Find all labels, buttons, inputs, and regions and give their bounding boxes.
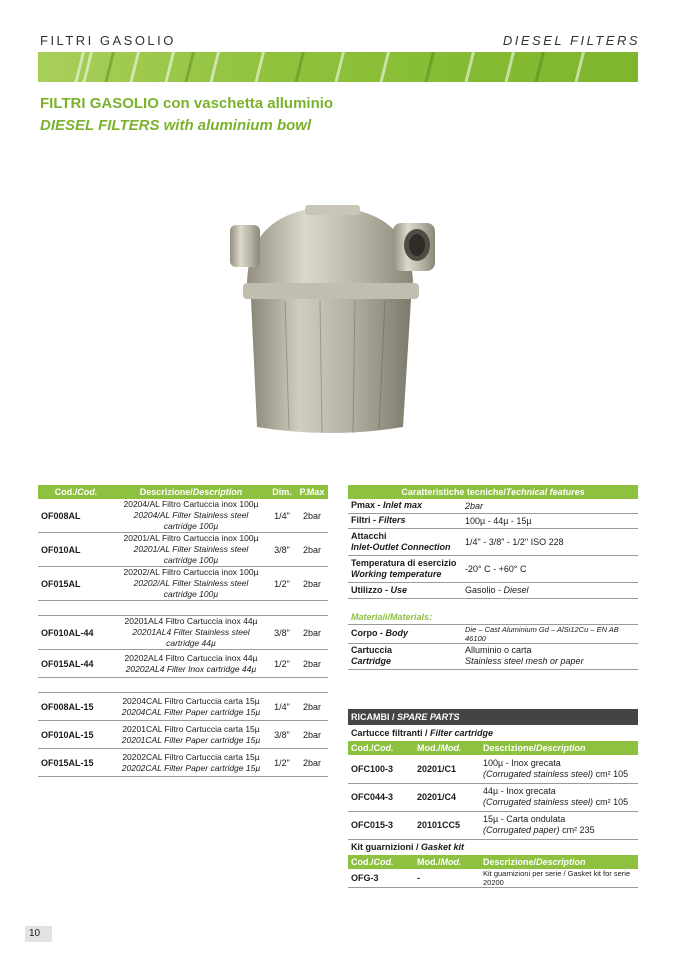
row-dim: 3/8" bbox=[274, 544, 290, 555]
row-pmax: 2bar bbox=[302, 510, 321, 521]
table-row bbox=[38, 650, 328, 678]
tech-label-en: Inlet max bbox=[383, 500, 423, 511]
row-code: OF010AL-15 bbox=[41, 729, 94, 740]
row-desc-it: 20204CAL Filtro Cartuccia carta 15µ bbox=[122, 695, 260, 706]
table-row bbox=[348, 811, 638, 839]
row-code: OF010AL-44 bbox=[41, 627, 94, 638]
tech-value: 1/4" - 3/8" - 1/2" ISO 228 bbox=[462, 528, 638, 555]
row-dim: 1/2" bbox=[274, 757, 290, 768]
tech-label-it: Pmax - bbox=[351, 500, 384, 511]
row-desc-en: 20204/AL Filter Stainless steel cartridge 100µ bbox=[133, 510, 249, 531]
tech-value-en: Diesel bbox=[503, 585, 529, 595]
row-code: OF015AL-44 bbox=[41, 658, 94, 669]
row-dim: 1/2" bbox=[274, 658, 290, 669]
tech-table bbox=[348, 485, 638, 670]
kit-col-mod-it: Mod./ bbox=[417, 857, 441, 867]
cartridges-title-en: Filter cartridge bbox=[430, 728, 494, 738]
col-cod-en: Cod. bbox=[77, 487, 98, 497]
tech-label-it: Filtri - bbox=[351, 515, 379, 525]
row-pmax: 2bar bbox=[302, 578, 321, 589]
tech-value: -20° C - +60° C bbox=[462, 555, 638, 582]
row-desc-it: 20202AL4 Filtro Cartuccia inox 44µ bbox=[124, 652, 258, 663]
table-row bbox=[38, 749, 328, 777]
col-desc-en: Description bbox=[192, 487, 243, 497]
tech-header-en: Technical features bbox=[505, 487, 585, 497]
row-desc-it: 20202CAL Filtro Cartuccia carta 15µ bbox=[122, 751, 260, 762]
row-pmax: 2bar bbox=[302, 544, 321, 555]
material-label-it: Cartuccia bbox=[351, 645, 393, 655]
row-desc-en: 20204CAL Filter Paper cartridge 15µ bbox=[121, 706, 261, 717]
kit-title-en: Gasket kit bbox=[421, 842, 465, 853]
spare-col-mod-it: Mod./ bbox=[417, 743, 441, 753]
row-desc-it: 20202/AL Filtro Cartuccia inox 100µ bbox=[123, 567, 259, 577]
tech-value: 2bar bbox=[462, 499, 638, 513]
row-dim: 3/8" bbox=[274, 729, 290, 740]
material-value: Alluminio o carta bbox=[465, 645, 532, 655]
row-pmax: 2bar bbox=[302, 729, 321, 740]
spare-area: cm² 235 bbox=[562, 825, 595, 835]
row-desc-en: 20202AL4 Filter Inox cartridge 44µ bbox=[125, 663, 257, 674]
header-left: FILTRI GASOLIO bbox=[40, 33, 176, 48]
spare-mod: 20201/C4 bbox=[417, 792, 457, 802]
col-desc-it: Descrizione/ bbox=[139, 487, 193, 497]
spare-col-desc-it: Descrizione/ bbox=[483, 743, 537, 753]
kit-title-it: Kit guarnizioni / bbox=[351, 842, 421, 853]
tech-label-it: Temperatura di esercizio bbox=[351, 557, 457, 568]
product-table bbox=[38, 485, 328, 777]
material-value: Die – Cast Aluminium Gd – AlSi12Cu – EN AB 46100 bbox=[462, 624, 638, 643]
spare-desc-en: (Corrugated stainless steel) bbox=[483, 768, 594, 779]
kit-col-mod-en: Mod. bbox=[440, 857, 462, 867]
row-desc-it: 20201CAL Filtro Cartuccia carta 15µ bbox=[122, 723, 260, 734]
row-code: OF008AL-15 bbox=[41, 701, 94, 712]
spare-desc-en: (Corrugated stainless steel) bbox=[483, 797, 594, 807]
tech-label-it: Attacchi bbox=[351, 530, 387, 541]
col-cod-it: Cod./ bbox=[54, 487, 78, 497]
spare-code: OFC100-3 bbox=[351, 763, 394, 774]
spare-mod: 20101CC5 bbox=[417, 820, 461, 830]
spare-desc-en: (Corrugated paper) bbox=[483, 825, 560, 835]
table-row bbox=[348, 869, 638, 888]
spare-title-it: RICAMBI / bbox=[351, 712, 397, 722]
tech-header-it: Caratteristiche tecniche/ bbox=[401, 487, 506, 497]
materials-title-it: Materiali/ bbox=[351, 611, 391, 622]
spare-desc-it: 15µ - Carta ondulata bbox=[483, 814, 566, 824]
row-pmax: 2bar bbox=[302, 627, 321, 638]
material-label-en: Cartridge bbox=[351, 656, 392, 666]
row-code: OF015AL-15 bbox=[41, 757, 94, 768]
row-desc-it: 20204/AL Filtro Cartuccia inox 100µ bbox=[123, 499, 259, 509]
spare-col-cod-en: Cod. bbox=[373, 743, 394, 753]
spare-title-en: SPARE PARTS bbox=[397, 712, 460, 722]
spare-col-desc-en: Description bbox=[536, 743, 586, 753]
header-band bbox=[38, 52, 638, 82]
materials-title-en: Materials: bbox=[390, 611, 433, 622]
tech-value: 100µ - 44µ - 15µ bbox=[462, 513, 638, 528]
tech-label-en: Working temperature bbox=[351, 568, 442, 579]
row-desc-en: 20201AL4 Filter Stainless steel cartridge 44µ bbox=[132, 627, 250, 648]
kit-col-cod-it: Cod./ bbox=[351, 857, 374, 867]
row-pmax: 2bar bbox=[302, 658, 321, 669]
diesel-filter-photo bbox=[225, 195, 445, 440]
spare-code: OFC015-3 bbox=[351, 820, 394, 830]
material-label-en: Body bbox=[385, 628, 408, 638]
table-row bbox=[38, 499, 328, 533]
kit-col-cod-en: Cod. bbox=[373, 857, 394, 867]
kit-col-desc-it: Descrizione/ bbox=[483, 857, 537, 867]
kit-col-desc-en: Description bbox=[536, 857, 586, 867]
row-code: OF015AL bbox=[41, 578, 81, 589]
row-code: OF010AL bbox=[41, 544, 81, 555]
table-row bbox=[38, 721, 328, 749]
table-row bbox=[38, 567, 328, 601]
row-desc-en: 20202/AL Filter Stainless steel cartridge 100µ bbox=[133, 578, 249, 599]
spare-area: cm² 105 bbox=[595, 768, 629, 779]
table-row bbox=[38, 693, 328, 721]
kit-mod: - bbox=[417, 873, 420, 883]
row-desc-it: 20201/AL Filtro Cartuccia inox 100µ bbox=[123, 533, 259, 543]
material-label-it: Corpo - bbox=[351, 628, 386, 638]
spare-parts-table bbox=[348, 709, 638, 888]
row-desc-it: 20201AL4 Filtro Cartuccia inox 44µ bbox=[124, 616, 258, 626]
spare-mod: 20201/C1 bbox=[417, 763, 457, 774]
tech-label-en: Inlet-Outlet Connection bbox=[351, 541, 451, 552]
material-value-en: Stainless steel mesh or paper bbox=[465, 656, 584, 666]
col-pmax: P.Max bbox=[296, 485, 328, 499]
tech-value: Gasolio - bbox=[465, 585, 504, 595]
page-subtitle: DIESEL FILTERS with aluminium bowl bbox=[40, 117, 312, 134]
row-desc-en: 20201/AL Filter Stainless steel cartridge 100µ bbox=[133, 544, 249, 565]
kit-desc: Kit guarnizioni per serie / Gasket kit for serie 20200 bbox=[483, 869, 631, 887]
tech-label-en: Filters bbox=[378, 515, 406, 525]
row-code: OF008AL bbox=[41, 510, 81, 521]
tech-label-en: Use bbox=[390, 584, 408, 595]
table-row bbox=[38, 616, 328, 650]
row-dim: 3/8" bbox=[274, 627, 290, 638]
row-pmax: 2bar bbox=[302, 757, 321, 768]
row-desc-en: 20202CAL Filter Paper cartridge 15µ bbox=[121, 762, 261, 773]
row-dim: 1/4" bbox=[274, 510, 290, 521]
table-row bbox=[348, 783, 638, 811]
header-right: DIESEL FILTERS bbox=[502, 33, 640, 48]
spare-code: OFC044-3 bbox=[351, 792, 394, 802]
col-dim: Dim. bbox=[268, 485, 296, 499]
cartridges-title-it: Cartucce filtranti / bbox=[351, 728, 431, 738]
spare-col-cod-it: Cod./ bbox=[351, 743, 374, 753]
page-title: FILTRI GASOLIO con vaschetta alluminio bbox=[40, 95, 334, 112]
kit-code: OFG-3 bbox=[351, 873, 379, 883]
row-desc-en: 20201CAL Filter Paper cartridge 15µ bbox=[121, 734, 261, 745]
tech-label-it: Utilizzo - bbox=[351, 584, 391, 595]
spare-area: cm² 105 bbox=[595, 797, 629, 807]
spare-desc-it: 44µ - Inox grecata bbox=[483, 786, 556, 796]
spare-desc-it: 100µ - Inox grecata bbox=[483, 757, 561, 768]
page-number: 10 bbox=[25, 926, 52, 942]
row-dim: 1/2" bbox=[274, 578, 290, 589]
row-dim: 1/4" bbox=[274, 701, 290, 712]
spare-col-mod-en: Mod. bbox=[440, 743, 462, 753]
table-row bbox=[38, 533, 328, 567]
table-row bbox=[348, 755, 638, 783]
row-pmax: 2bar bbox=[302, 701, 321, 712]
